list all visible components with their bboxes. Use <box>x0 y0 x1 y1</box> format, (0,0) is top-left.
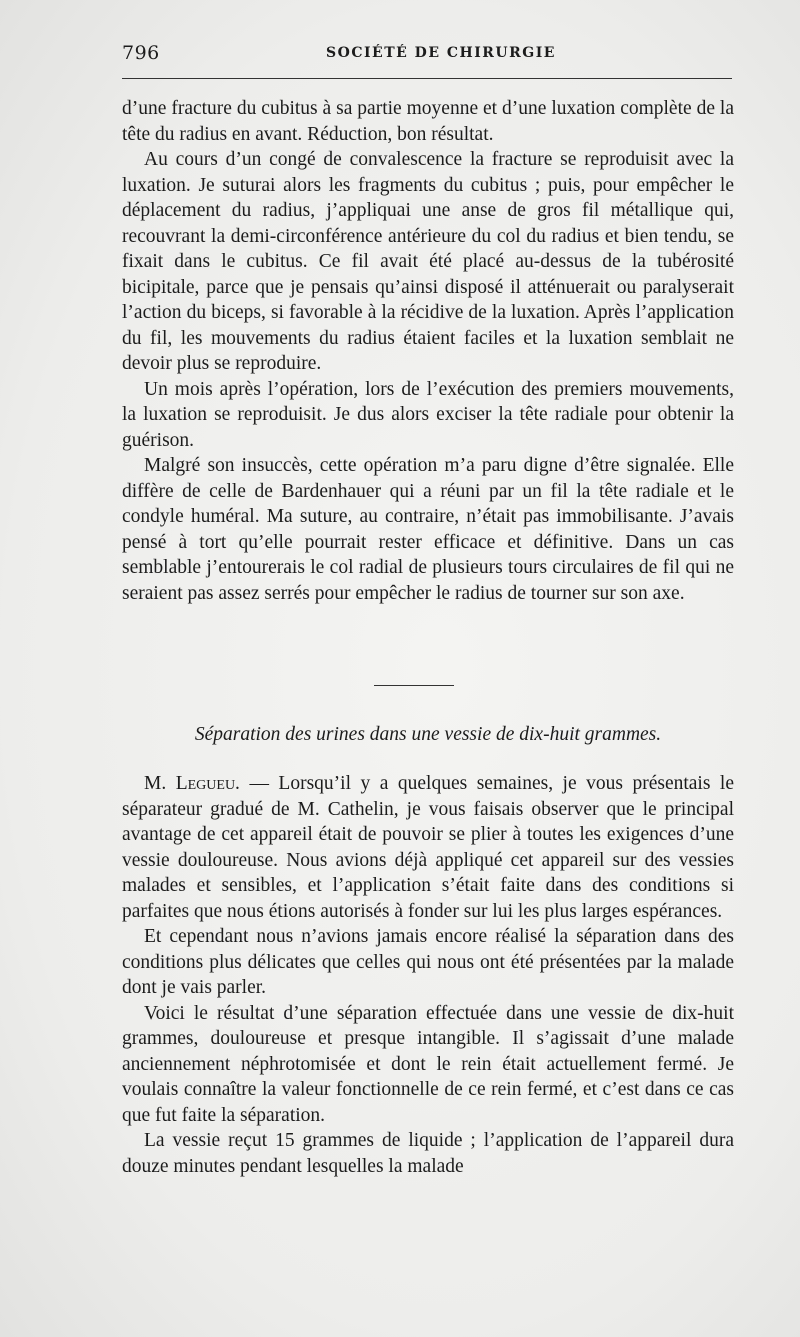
paragraph-text: — Lorsqu’il y a quelques semaines, je vous présentais le séparateur gradué de M. Cathelin, je vous faisais observer que le principal avantage de cet appareil était de pouvoir se plier à toutes les exigences d’une vessie douloureuse. Nous avions déjà appliqué cet appareil sur des vessies malades et sensibles, et l’application s’était faite dans des conditions si parfaites que nous étions autorisés à fonder sur lui les plus larges espérances. <box>122 773 735 922</box>
paragraph: Et cependant nous n’avions jamais encore réalisé la séparation dans des conditions plus délicates que celles qui nous ont été présentées par la malade dont je vais parler. <box>122 926 734 998</box>
body-text-top <box>122 96 734 606</box>
section-body <box>122 771 734 1179</box>
paragraph <box>122 771 734 924</box>
paragraph: Au cours d’un congé de convalescence la fracture se reproduisit avec la luxation. Je suturai alors les fragments du cubitus ; puis, pour empêcher le déplacement du radius, j’appliquai une anse de gros fil métallique qui, recouvrant la demi-circonférence antérieure du col du radius et bien tendu, se fixait dans le cubitus. Ce fil avait été placé au-dessus de la tubérosité bicipitale, parce que je pensais qu’ainsi disposé il atténuerait ou paralyserait l’action du biceps, si favorable à la récidive de la luxation. Après l’application du fil, les mouvements du radius étaient faciles et la luxation semblait ne devoir plus se reproduire. <box>122 149 734 374</box>
paragraph: d’une fracture du cubitus à sa partie moyenne et d’une luxation complète de la tête du radius en avant. Réduction, bon résultat. <box>122 98 734 145</box>
header-rule <box>122 78 732 79</box>
paragraph: Voici le résultat d’une séparation effectuée dans une vessie de dix-huit grammes, douloureuse et presque intangible. Il s’agissait d’une malade anciennement néphrotomisée et dont le rein était actuellement fermé. Je voulais connaître la valeur fonctionnelle de ce rein fermé, et c’est dans ce cas que fut faite la séparation. <box>122 1002 734 1126</box>
section-divider <box>374 685 454 686</box>
page-number: 796 <box>122 42 160 64</box>
paragraph: La vessie reçut 15 grammes de liquide ; l’application de l’appareil dura douze minutes pendant lesquelles la malade <box>122 1130 734 1177</box>
section-title: Séparation des urines dans une vessie de dix-huit grammes. <box>194 724 662 745</box>
paragraph: Malgré son insuccès, cette opération m’a paru digne d’être signalée. Elle diffère de celle de Bardenhauer qui a réuni par un fil la tête radiale et le condyle huméral. Ma suture, au contraire, n’était pas immobilisante. J’avais pensé à tort qu’elle pourrait rester efficace et définitive. Dans un cas semblable j’entourerais le col radial de plusieurs tours circulaires de fil qui ne seraient pas assez serrés pour empêcher le radius de tourner sur son axe. <box>122 455 734 604</box>
paragraph: Un mois après l’opération, lors de l’exécution des premiers mouvements, la luxation se reproduisit. Je dus alors exciser la tête radiale pour obtenir la guérison. <box>122 378 734 451</box>
speaker-name: M. Legueu. <box>144 773 240 794</box>
page-header <box>122 42 732 72</box>
running-title: SOCIÉTÉ DE CHIRURGIE <box>326 45 556 61</box>
